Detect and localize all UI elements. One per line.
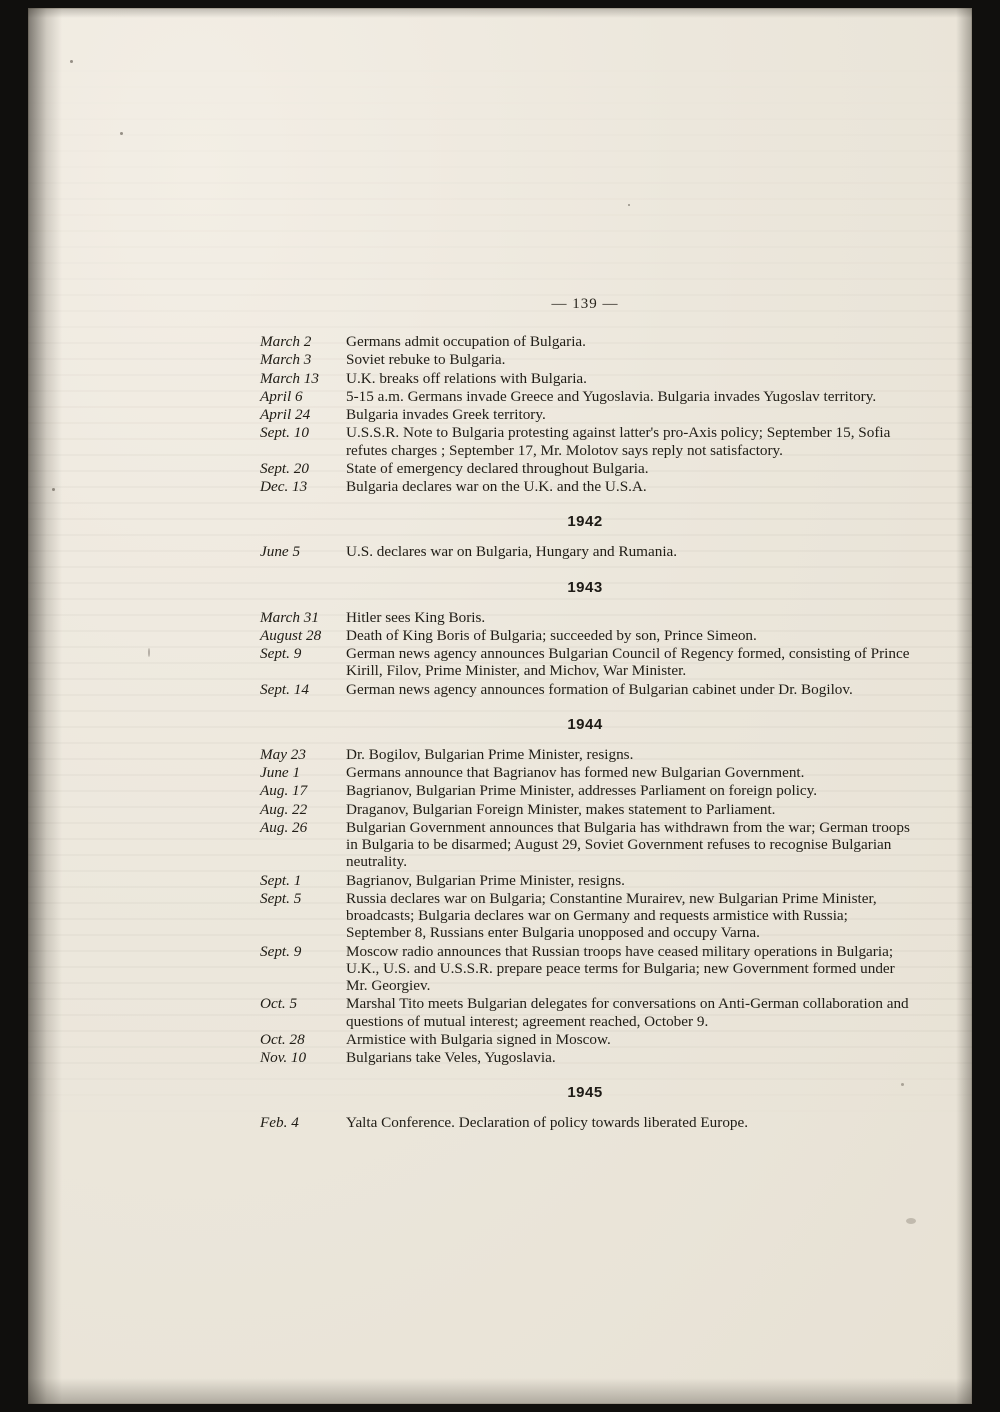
entry-date: March 3 (260, 351, 312, 369)
entry-date: Nov. 10 (260, 1049, 307, 1066)
entry-text: State of emergency declared throughout Bulgaria. (346, 459, 649, 477)
page-content (260, 296, 910, 1133)
entry-date: June 5 (260, 543, 301, 561)
entry-date: Aug. 22 (260, 800, 308, 818)
entry-date: March 2 (260, 333, 312, 350)
paper-speck (70, 60, 73, 63)
table-row (260, 681, 910, 699)
entry-date: April 24 (260, 406, 311, 423)
entry-date: Sept. 9 (260, 645, 302, 662)
entry-date: Sept. 5 (260, 889, 302, 907)
entry-text: German news agency announces Bulgarian Council of Regency formed, consisting of Prince Kirill, Filov, Prime Minister, and Michov, War Minister. (346, 645, 910, 680)
table-row (260, 764, 910, 782)
table-row (260, 478, 910, 496)
chronology-table (260, 333, 910, 496)
table-row (260, 406, 910, 424)
table-row (260, 424, 910, 460)
entry-text: Soviet rebuke to Bulgaria. (346, 351, 506, 369)
entry-date: May 23 (260, 745, 306, 763)
entry-text: Yalta Conference. Declaration of policy towards liberated Europe. (346, 1114, 749, 1132)
table-row (260, 609, 910, 627)
entry-text: Bulgarians take Veles, Yugoslavia. (346, 1049, 556, 1066)
table-row (260, 819, 910, 872)
entry-text: Draganov, Bulgarian Foreign Minister, makes statement to Parliament. (346, 800, 776, 818)
entry-text: Bulgaria declares war on the U.K. and the U.S.A. (346, 478, 647, 495)
entry-text: U.K. breaks off relations with Bulgaria. (346, 369, 587, 387)
entry-text: U.S. declares war on Bulgaria, Hungary and Rumania. (346, 543, 678, 561)
entry-date: Sept. 20 (260, 459, 309, 477)
entry-text: Bulgarian Government announces that Bulgaria has withdrawn from the war; German troops in Bulgaria to be disarmed; August 29, Soviet Government refuses to recognise Bulgarian neutrality. (346, 818, 910, 871)
entry-text: Bagrianov, Bulgarian Prime Minister, resigns. (346, 871, 625, 889)
table-row (260, 627, 910, 645)
binding-gutter-shadow (28, 8, 62, 1404)
paper-speck (906, 1218, 916, 1224)
table-row (260, 351, 910, 369)
entry-date: Sept. 10 (260, 424, 309, 442)
entry-date: Oct. 28 (260, 1030, 305, 1048)
entry-date: August 28 (260, 626, 322, 644)
entry-text: Dr. Bogilov, Bulgarian Prime Minister, resigns. (346, 745, 634, 763)
table-row (260, 1114, 910, 1132)
year-heading: 1945 (567, 1084, 603, 1102)
entry-date: April 6 (260, 387, 303, 405)
chronology-table (260, 609, 910, 699)
entry-text: German news agency announces formation of Bulgarian cabinet under Dr. Bogilov. (346, 680, 853, 698)
entry-text: Moscow radio announces that Russian troops have ceased military operations in Bulgaria; U.K., U.S. and U.S.S.R. prepare peace terms for Bulgaria; new Government formed under Mr. Georgiev. (346, 942, 895, 994)
chronology-table (260, 1114, 910, 1132)
entry-date: Dec. 13 (260, 478, 308, 495)
entry-date: Sept. 9 (260, 942, 302, 960)
paper-speck (120, 132, 123, 135)
table-row (260, 333, 910, 351)
table-row (260, 782, 910, 800)
table-row (260, 1049, 910, 1067)
entry-date: Aug. 17 (260, 782, 308, 800)
table-row (260, 943, 910, 996)
entry-date: Aug. 26 (260, 818, 308, 836)
entry-text: Armistice with Bulgaria signed in Moscow. (346, 1030, 611, 1048)
entry-date: March 13 (260, 369, 319, 387)
table-row (260, 543, 910, 561)
chronology-table (260, 746, 910, 1068)
year-heading: 1943 (567, 578, 603, 596)
table-row (260, 890, 910, 943)
entry-date: Oct. 5 (260, 995, 298, 1013)
page-number: — 139 — (551, 296, 619, 312)
entry-text: 5-15 a.m. Germans invade Greece and Yugoslavia. Bulgaria invades Yugoslav territory. (346, 387, 877, 405)
table-row (260, 1031, 910, 1049)
table-row (260, 872, 910, 890)
paper-speck (52, 488, 55, 491)
entry-date: March 31 (260, 608, 319, 626)
entry-text: Bagrianov, Bulgarian Prime Minister, addresses Parliament on foreign policy. (346, 782, 818, 800)
paper-speck (148, 648, 150, 657)
entry-text: Germans admit occupation of Bulgaria. (346, 333, 586, 350)
entry-text: Hitler sees King Boris. (346, 608, 486, 626)
table-row (260, 801, 910, 819)
year-heading: 1942 (567, 513, 603, 531)
table-row (260, 460, 910, 478)
chronology-sections (260, 333, 910, 1133)
year-heading: 1944 (567, 715, 603, 733)
entry-date: Sept. 1 (260, 871, 302, 889)
entry-text: Russia declares war on Bulgaria; Constantine Murairev, new Bulgarian Prime Minister, broadcasts; Bulgaria declares war on Germany and requests armistice with Russia; September 8, Russians enter Bulgaria unopposed and occupy Varna. (346, 889, 877, 942)
entry-date: Feb. 4 (260, 1114, 299, 1132)
table-row (260, 388, 910, 406)
entry-text: Marshal Tito meets Bulgarian delegates for conversations on Anti-German collaboration and questions of mutual interest; agreement reached, October 9. (346, 995, 909, 1030)
document-page (28, 8, 972, 1404)
entry-date: Sept. 14 (260, 680, 309, 698)
table-row (260, 995, 910, 1031)
paper-speck (628, 204, 630, 206)
chronology-table (260, 543, 910, 561)
entry-text: Death of King Boris of Bulgaria; succeeded by son, Prince Simeon. (346, 626, 757, 644)
page-right-edge-shadow (956, 8, 972, 1404)
entry-text: U.S.S.R. Note to Bulgaria protesting against latter's pro-Axis policy; September 15, Sofia refutes charges ; September 17, Mr. Molotov says reply not satisfactory. (346, 424, 891, 459)
table-row (260, 746, 910, 764)
entry-date: June 1 (260, 764, 301, 781)
entry-text: Bulgaria invades Greek territory. (346, 406, 546, 423)
entry-text: Germans announce that Bagrianov has formed new Bulgarian Government. (346, 764, 805, 781)
page-top-edge-shadow (28, 8, 972, 18)
page-bottom-edge-shadow (28, 1378, 972, 1404)
table-row (260, 645, 910, 681)
table-row (260, 370, 910, 388)
